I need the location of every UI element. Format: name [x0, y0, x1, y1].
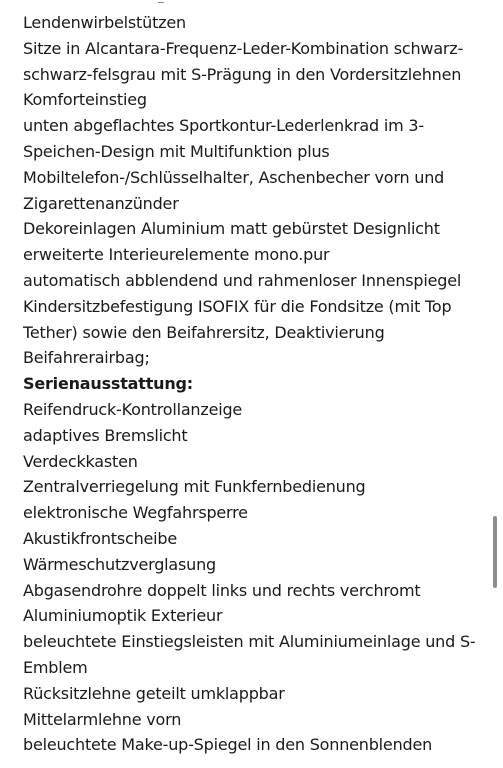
section-heading-serienausstattung: Serienausstattung:	[23, 374, 194, 394]
text-line: Zigarettenanzünder	[23, 193, 179, 213]
text-line: unten abgeflachtes Sportkontur-Lederlenkrad im 3-	[23, 116, 424, 136]
text-line: beleuchtete Einstiegsleisten mit Aluminiumeinlage und S-	[23, 632, 476, 652]
text-line: Verdeckkasten	[23, 451, 138, 471]
text-line: Reifendruck-Kontrollanzeige	[23, 399, 243, 419]
text-line: Wärmeschutzverglasung	[23, 554, 217, 574]
text-line: automatisch abblendend und rahmenloser Innenspiegel	[23, 270, 462, 290]
text-line: Lendenwirbelstützen	[23, 13, 186, 32]
text-line: Mittelarmlehne vorn	[23, 709, 182, 729]
text-line: Tether) sowie den Beifahrersitz, Deaktivierung	[23, 322, 385, 342]
equipment-text-block[interactable]	[23, 10, 483, 758]
vertical-scrollbar-thumb[interactable]	[493, 516, 497, 588]
text-line: adaptives Bremslicht	[23, 425, 188, 445]
text-line: beleuchtete Make-up-Spiegel in den Sonnenblenden	[23, 735, 433, 755]
text-line: elektronische Wegfahrsperre	[23, 503, 248, 523]
text-line: Mobiltelefon-/Schlüsselhalter, Aschenbecher vorn und	[23, 167, 445, 187]
bottom-fade	[0, 754, 503, 768]
text-line: Komforteinstieg	[23, 90, 147, 110]
text-line: Beifahrerairbag;	[23, 348, 150, 368]
text-line: Abgasendrohre doppelt links und rechts verchromt	[23, 580, 421, 600]
text-line: Akustikfrontscheibe	[23, 528, 178, 548]
text-line: Dekoreinlagen Aluminium matt gebürstet Designlicht	[23, 219, 440, 239]
text-line: schwarz-felsgrau mit S-Prägung in den Vordersitzlehnen	[23, 64, 462, 84]
text-line: Aluminiumoptik Exterieur	[23, 606, 223, 626]
text-line: Kindersitzbefestigung ISOFIX für die Fondsitze (mit Top	[23, 296, 452, 316]
text-line: Rücksitzlehne geteilt umklappbar	[23, 683, 285, 703]
text-line: Zentralverriegelung mit Funkfernbedienung	[23, 477, 366, 497]
text-line: Sitze in Alcantara-Frequenz-Leder-Kombination schwarz-	[23, 38, 464, 58]
text-line: erweiterte Interieurelemente mono.pur	[23, 245, 330, 265]
text-line: Emblem	[23, 657, 88, 677]
text-line: Speichen-Design mit Multifunktion plus	[23, 141, 330, 161]
top-scroll-edge-mark	[158, 2, 164, 3]
